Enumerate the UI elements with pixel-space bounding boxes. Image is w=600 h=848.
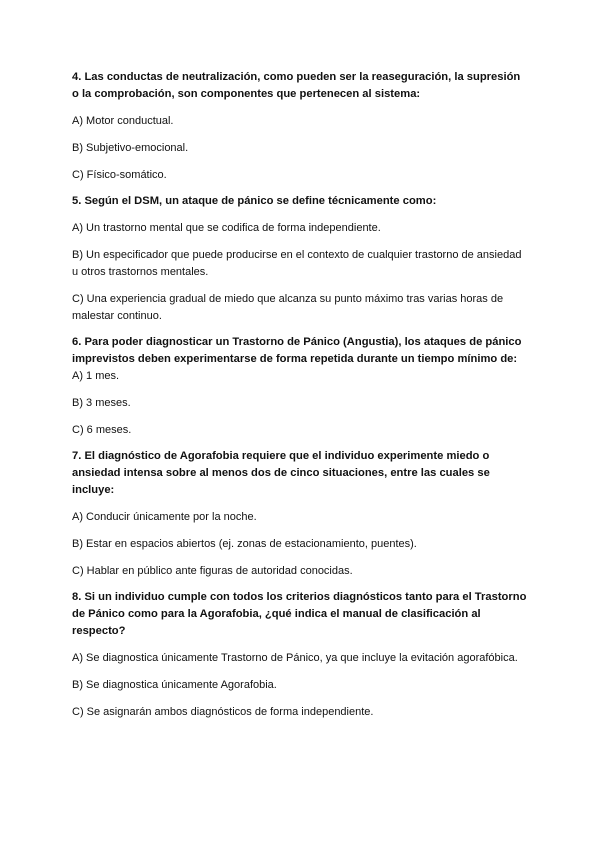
question-4: 4. Las conductas de neutralización, como pueden ser la reaseguración, la supresión o la comprobación, son componentes que pertenecen al sistema: xyxy=(72,71,521,100)
question-5-option-a: A) Un trastorno mental que se codifica de forma independiente. xyxy=(72,222,381,234)
question-5-option-c: C) Una experiencia gradual de miedo que alcanza su punto máximo tras varias horas de malestar continuo. xyxy=(72,293,504,322)
question-7-option-a: A) Conducir únicamente por la noche. xyxy=(72,511,257,523)
question-4-option-a: A) Motor conductual. xyxy=(72,115,174,127)
question-8-option-c: C) Se asignarán ambos diagnósticos de forma independiente. xyxy=(72,706,374,718)
question-8: 8. Si un individuo cumple con todos los criterios diagnósticos tanto para el Trastorno de Pánico como para la Agorafobia, ¿qué indica el manual de clasificación al respecto? xyxy=(72,591,527,637)
question-6-option-a: A) 1 mes. xyxy=(72,370,120,382)
question-4-option-b: B) Subjetivo-emocional. xyxy=(72,142,189,154)
question-8-option-b: B) Se diagnostica únicamente Agorafobia. xyxy=(72,679,277,691)
question-6-option-b: B) 3 meses. xyxy=(72,397,131,409)
document-page xyxy=(72,69,530,721)
question-5-option-b: B) Un especificador que puede producirse en el contexto de cualquier trastorno de ansiedad u otros trastornos mentales. xyxy=(72,249,522,278)
question-6: 6. Para poder diagnosticar un Trastorno de Pánico (Angustia), los ataques de pánico imprevistos deben experimentarse de forma repetida durante un tiempo mínimo de: xyxy=(72,336,522,365)
question-7-option-c: C) Hablar en público ante figuras de autoridad conocidas. xyxy=(72,565,353,577)
question-5: 5. Según el DSM, un ataque de pánico se define técnicamente como: xyxy=(72,195,437,207)
question-6-option-c: C) 6 meses. xyxy=(72,424,132,436)
question-7-option-b: B) Estar en espacios abiertos (ej. zonas de estacionamiento, puentes). xyxy=(72,538,417,550)
question-7: 7. El diagnóstico de Agorafobia requiere que el individuo experimente miedo o ansiedad intensa sobre al menos dos de cinco situaciones, entre las cuales se incluye: xyxy=(72,450,490,496)
question-4-option-c: C) Físico-somático. xyxy=(72,169,167,181)
question-8-option-a: A) Se diagnostica únicamente Trastorno de Pánico, ya que incluye la evitación agorafóbica. xyxy=(72,652,518,664)
